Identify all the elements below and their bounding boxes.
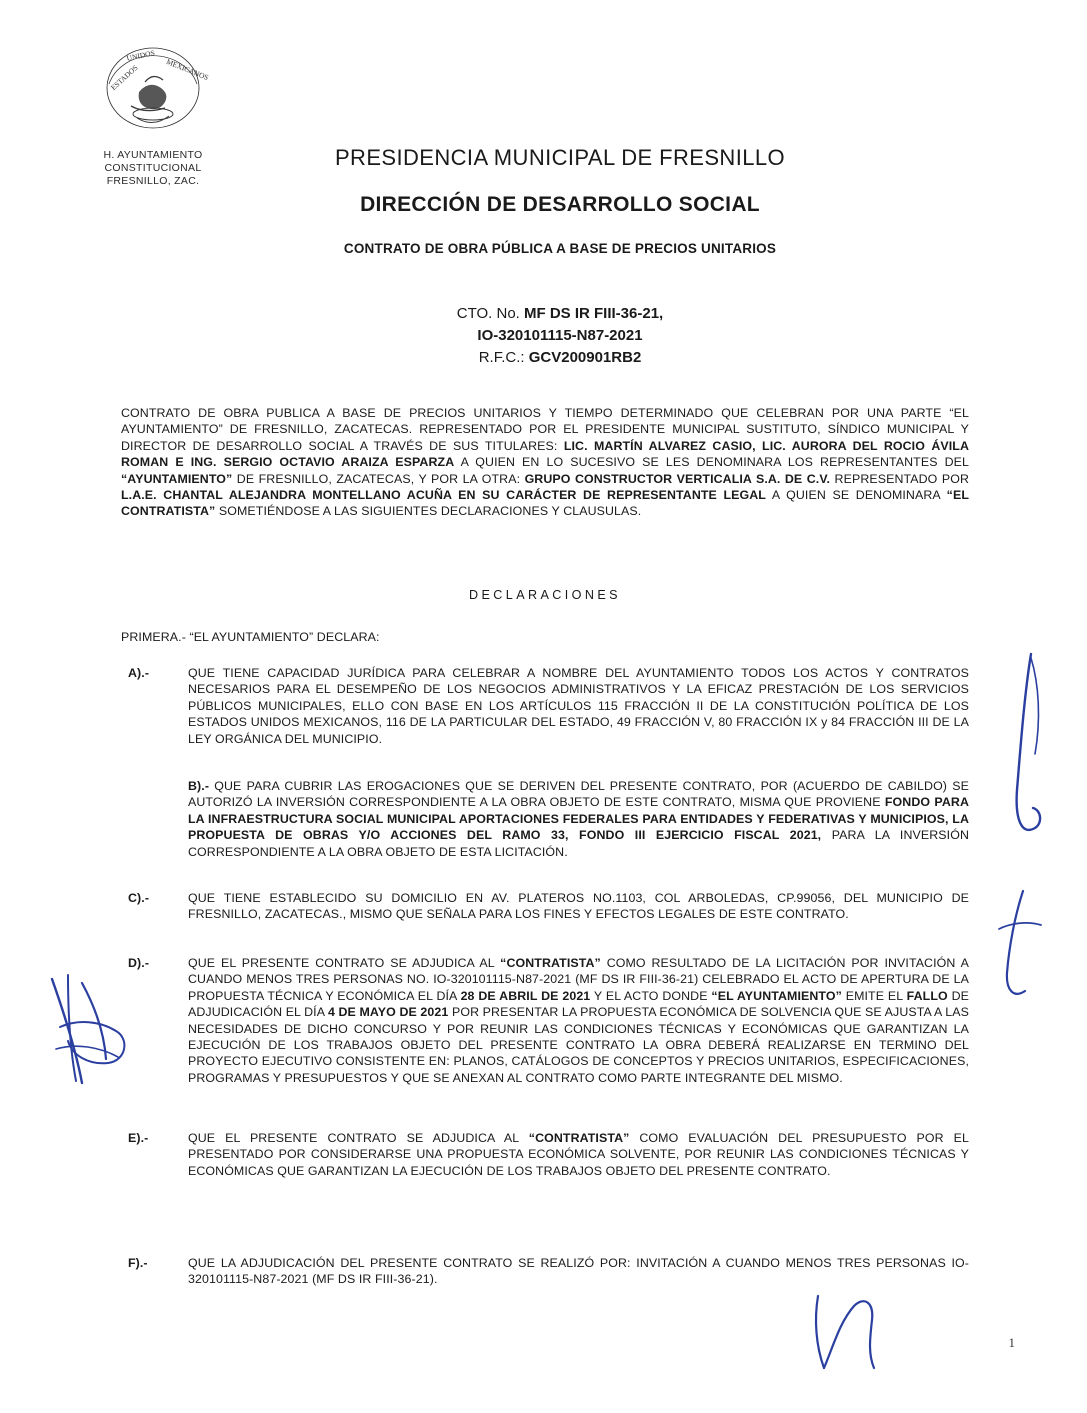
document-titles: [200, 145, 920, 256]
svg-text:UNIDOS: UNIDOS: [125, 48, 156, 63]
declarations-heading: DECLARACIONES: [469, 588, 621, 602]
contract-number-value: MF DS IR FIII-36-21,: [524, 305, 664, 322]
signature-initial-right-lower-icon: [985, 885, 1055, 1005]
document-subtitle: CONTRATO DE OBRA PÚBLICA A BASE DE PRECIOS UNITARIOS: [343, 241, 777, 256]
clause-b-text: B).- QUE PARA CUBRIR LAS EROGACIONES QUE SE DERIVEN DEL PRESENTE CONTRATO, POR (ACUERDO DE CABILDO) SE AUTORIZÓ LA INVERSIÓN CORRESPONDIENTE A LA OBRA OBJETO DE ESTE CONTRATO, MISMA QUE PROVIENE FONDO PARA LA INFRAESTRUCTURA SOCIAL MUNICIPAL APORTACIONES FEDERALES PARA ENTIDADES Y FEDERATIVAS Y MUNICIPIOS, LA PROPUESTA DE OBRAS Y/O ACCIONES DEL RAMO 33, FONDO III EJERCICIO FISCAL 2021, PARA LA INVERSIÓN CORRESPONDIENTE A LA OBRA OBJETO DE ESTA LICITACIÓN.: [188, 779, 969, 859]
clause-e: [128, 1130, 969, 1179]
clause-a-text: QUE TIENE CAPACIDAD JURÍDICA PARA CELEBRAR A NOMBRE DEL AYUNTAMIENTO TODOS LOS ACTOS Y CONTRATOS NECESARIOS PARA EL DESEMPEÑO DE LOS NEGOCIOS ADMINISTRATIVOS Y LA EFICAZ PRESTACIÓN DE LOS SERVICIOS PÚBLICOS MUNICIPALES, ELLO CON BASE EN LOS ARTÍCULOS 115 FRACCIÓN II DE LA CONSTITUCIÓN POLÍTICA DE LOS ESTADOS UNIDOS MEXICANOS, 116 DE LA PARTICULAR DEL ESTADO, 49 FRACCIÓN V, 80 FRACCIÓN IX y 84 FRACCIÓN III DE LA LEY ORGÁNICA DEL MUNICIPIO.: [188, 666, 969, 746]
rfc-label: R.F.C.:: [478, 349, 529, 366]
contract-number-label: CTO. No.: [456, 305, 525, 322]
clause-a: [128, 665, 969, 747]
clause-c: [128, 890, 969, 923]
signature-initial-right-upper-icon: [995, 650, 1065, 850]
department-title: DIRECCIÓN DE DESARROLLO SOCIAL: [360, 193, 760, 216]
declaration-primera: PRIMERA.- “EL AYUNTAMIENTO” DECLARA:: [121, 630, 380, 644]
clause-f-marker: F).-: [128, 1256, 148, 1270]
tender-number: IO-320101115-N87-2021: [477, 327, 643, 344]
clause-c-text: QUE TIENE ESTABLECIDO SU DOMICILIO EN AV. PLATEROS NO.1103, COL ARBOLEDAS, CP.99056, DEL MUNICIPIO DE FRESNILLO, ZACATECAS., MISMO QUE SEÑALA PARA LOS FINES Y EFECTOS LEGALES DE ESTE CONTRATO.: [188, 891, 969, 922]
mexican-coat-of-arms-icon: [93, 40, 213, 145]
clause-f: [128, 1255, 969, 1288]
rfc-value: GCV200901RB2: [528, 349, 642, 366]
svg-text:MEXICANOS: MEXICANOS: [165, 57, 210, 83]
signature-bottom-icon: [800, 1290, 910, 1380]
clause-b: [188, 778, 969, 860]
letterhead-line-1: H. AYUNTAMIENTO: [103, 149, 203, 161]
intro-paragraph: CONTRATO DE OBRA PUBLICA A BASE DE PRECIOS UNITARIOS Y TIEMPO DETERMINADO QUE CELEBRAN POR UNA PARTE “EL AYUNTAMIENTO” DE FRESNILLO, ZACATECAS. REPRESENTADO POR EL PRESIDENTE MUNICIPAL SUSTITUTO, SÍNDICO MUNICIPAL Y DIRECTOR DE DESARROLLO SOCIAL A TRAVÉS DE SUS TITULARES: LIC. MARTÍN ALVAREZ CASIO, LIC. AURORA DEL ROCIO ÁVILA ROMAN E ING. SERGIO OCTAVIO ARAIZA ESPARZA A QUIEN EN LO SUCESIVO SE LES DENOMINARA LOS REPRESENTANTES DEL “AYUNTAMIENTO” DE FRESNILLO, ZACATECAS, Y POR LA OTRA: GRUPO CONSTRUCTOR VERTICALIA S.A. DE C.V. REPRESENTADO POR L.A.E. CHANTAL ALEJANDRA MONTELLANO ACUÑA EN SU CARÁCTER DE REPRESENTANTE LEGAL A QUIEN SE DENOMINARA “EL CONTRATISTA” SOMETIÉNDOSE A LAS SIGUIENTES DECLARACIONES Y CLAUSULAS.: [121, 406, 970, 519]
clause-d-marker: D).-: [128, 956, 150, 970]
clause-a-marker: A).-: [128, 666, 150, 680]
clause-c-marker: C).-: [128, 891, 150, 905]
clause-e-marker: E).-: [128, 1131, 149, 1145]
clause-e-text: QUE EL PRESENTE CONTRATO SE ADJUDICA AL “CONTRATISTA” COMO EVALUACIÓN DEL PRESUPUESTO POR EL PRESENTADO POR CONSIDERARSE UNA PROPUESTA ECONÓMICA SOLVENTE, POR REUNIR LAS CONDICIONES TÉCNICAS Y ECONÓMICAS QUE GARANTIZAN LA EJECUCIÓN DE LOS TRABAJOS OBJETO DEL PRESENTE CONTRATO.: [188, 1131, 969, 1178]
page-number: 1: [1008, 1335, 1015, 1350]
svg-text:ESTADOS: ESTADOS: [108, 63, 140, 92]
page-title: PRESIDENCIA MUNICIPAL DE FRESNILLO: [334, 145, 786, 170]
clause-f-text: QUE LA ADJUDICACIÓN DEL PRESENTE CONTRATO SE REALIZÓ POR: INVITACIÓN A CUANDO MENOS TRES PERSONAS IO-320101115-N87-2021 (MF DS IR FIII-36-21).: [188, 1256, 969, 1287]
letterhead-line-3: FRESNILLO, ZAC.: [106, 175, 200, 187]
contract-identifiers: [200, 303, 920, 369]
clause-d: [128, 955, 969, 1086]
rfc-line: [200, 347, 920, 369]
clause-d-text: QUE EL PRESENTE CONTRATO SE ADJUDICA AL “CONTRATISTA” COMO RESULTADO DE LA LICITACIÓN POR INVITACIÓN A CUANDO MENOS TRES PERSONAS NO. IO-320101115-N87-2021 (MF DS IR FIII-36-21) CELEBRADO EL ACTO DE APERTURA DE LA PROPUESTA TÉCNICA Y ECONÓMICA EL DÍA 28 DE ABRIL DE 2021 Y EL ACTO DONDE “EL AYUNTAMIENTO” EMITE EL FALLO DE ADJUDICACIÓN EL DÍA 4 DE MAYO DE 2021 POR PRESENTAR LA PROPUESTA ECONÓMICA DE SOLVENCIA QUE SE AJUSTA A LAS NECESIDADES DE DICHO CONCURSO Y POR REUNIR LAS CONDICIONES TÉCNICAS Y ECONÓMICAS QUE GARANTIZAN LA EJECUCIÓN DE LOS TRABAJOS OBJETO DEL PRESENTE CONTRATO LA OBRA DEBERÁ REALIZARSE EN TERMINO DEL PROYECTO EJECUTIVO CONSISTENTE EN: PLANOS, CATÁLOGOS DE CONCEPTOS Y PRECIOS UNITARIOS, ESPECIFICACIONES, PROGRAMAS Y PRESUPUESTOS Y QUE SE ANEXAN AL CONTRATO COMO PARTE INTEGRANTE DEL MISMO.: [188, 956, 969, 1085]
letterhead-line-2: CONSTITUCIONAL: [104, 162, 202, 174]
contract-number-line: [200, 303, 920, 325]
